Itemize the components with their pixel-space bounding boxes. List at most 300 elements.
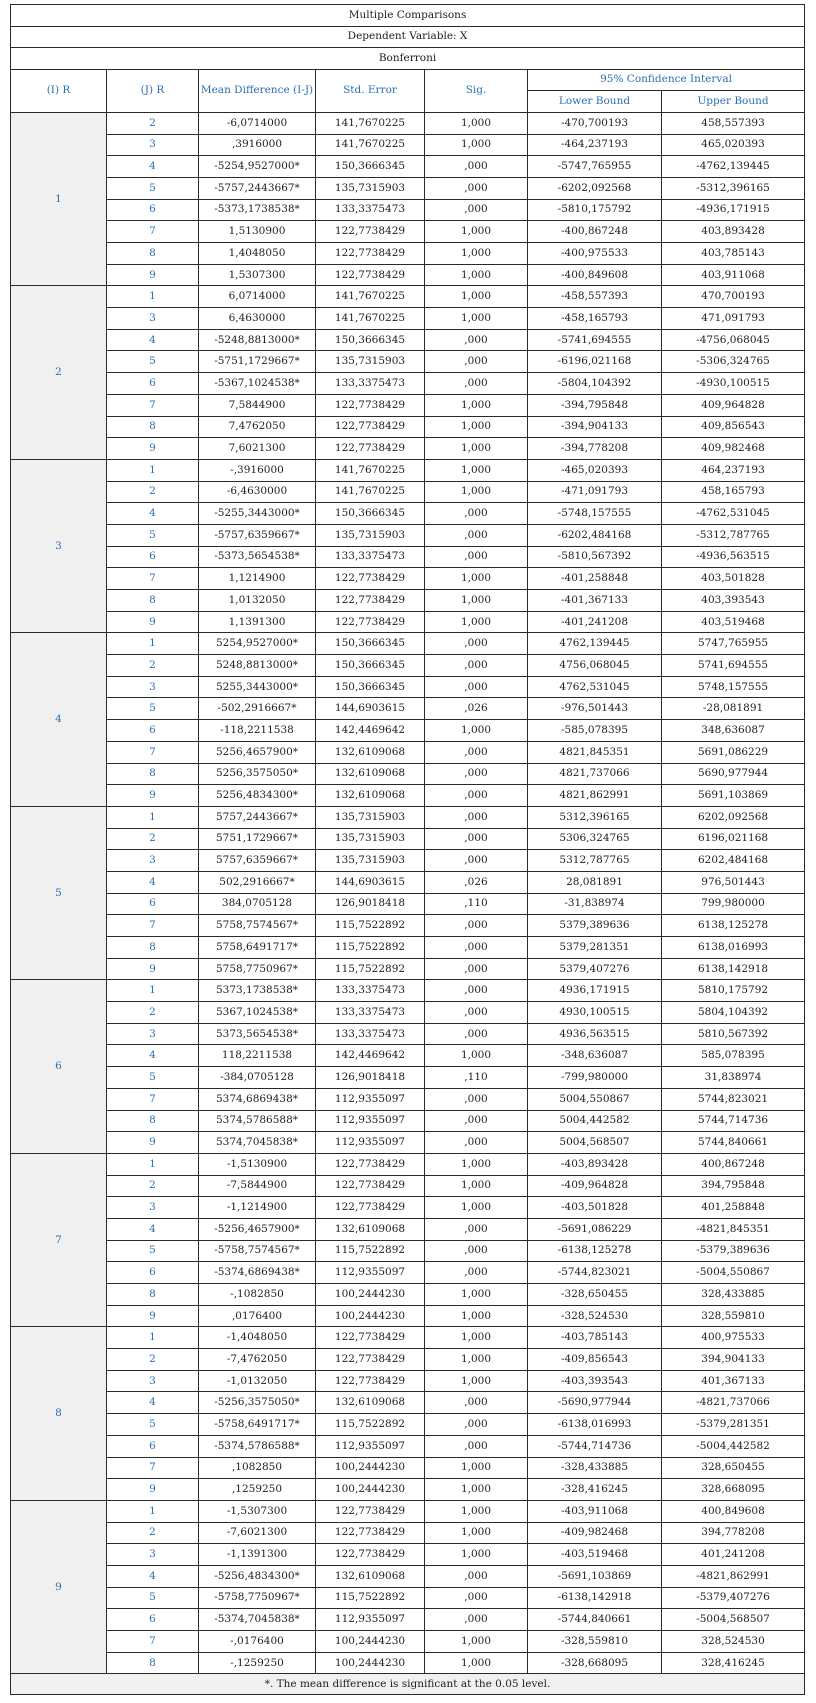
table-row bbox=[11, 373, 805, 395]
mean-difference: 5374,6869438* bbox=[199, 1088, 316, 1110]
table-row bbox=[11, 568, 805, 590]
mean-difference: -1,1391300 bbox=[199, 1544, 316, 1566]
lower-bound: -403,393543 bbox=[528, 1370, 662, 1392]
mean-difference: -,3916000 bbox=[199, 459, 316, 481]
upper-bound: 5747,765955 bbox=[662, 633, 805, 655]
upper-bound: 465,020393 bbox=[662, 134, 805, 156]
sig: 1,000 bbox=[425, 394, 528, 416]
sig: ,000 bbox=[425, 676, 528, 698]
mean-difference: 1,5307300 bbox=[199, 264, 316, 286]
header-mean-difference: Mean Difference (I-J) bbox=[199, 69, 316, 112]
std-error: 132,6109068 bbox=[316, 1218, 425, 1240]
table-row bbox=[11, 763, 805, 785]
table-row bbox=[11, 1414, 805, 1436]
lower-bound: 5004,568507 bbox=[528, 1132, 662, 1154]
lower-bound: -400,867248 bbox=[528, 221, 662, 243]
std-error: 144,6903615 bbox=[316, 871, 425, 893]
mean-difference: -5256,3575050* bbox=[199, 1392, 316, 1414]
table-row bbox=[11, 459, 805, 481]
lower-bound: -328,650455 bbox=[528, 1284, 662, 1306]
sig: ,000 bbox=[425, 373, 528, 395]
table-row bbox=[11, 633, 805, 655]
sig: ,000 bbox=[425, 1435, 528, 1457]
method-label: Bonferroni bbox=[11, 48, 805, 70]
table-row bbox=[11, 655, 805, 677]
j-value: 6 bbox=[107, 893, 199, 915]
table-title: Multiple Comparisons bbox=[11, 5, 805, 27]
j-value: 5 bbox=[107, 1240, 199, 1262]
table-row bbox=[11, 828, 805, 850]
j-value: 3 bbox=[107, 1023, 199, 1045]
table-row bbox=[11, 1609, 805, 1631]
mean-difference: 7,6021300 bbox=[199, 438, 316, 460]
std-error: 112,9355097 bbox=[316, 1088, 425, 1110]
header-lower-bound: Lower Bound bbox=[528, 91, 662, 113]
mean-difference: -5758,6491717* bbox=[199, 1414, 316, 1436]
upper-bound: -4821,737066 bbox=[662, 1392, 805, 1414]
table-row bbox=[11, 308, 805, 330]
lower-bound: 5306,324765 bbox=[528, 828, 662, 850]
lower-bound: -328,668095 bbox=[528, 1652, 662, 1674]
j-value: 5 bbox=[107, 177, 199, 199]
mean-difference: 5758,6491717* bbox=[199, 937, 316, 959]
table-row bbox=[11, 1565, 805, 1587]
table-row bbox=[11, 1088, 805, 1110]
j-value: 2 bbox=[107, 1002, 199, 1024]
std-error: 142,4469642 bbox=[316, 720, 425, 742]
std-error: 132,6109068 bbox=[316, 785, 425, 807]
sig: 1,000 bbox=[425, 1327, 528, 1349]
std-error: 135,7315903 bbox=[316, 177, 425, 199]
upper-bound: 409,856543 bbox=[662, 416, 805, 438]
sig: 1,000 bbox=[425, 134, 528, 156]
std-error: 115,7522892 bbox=[316, 937, 425, 959]
mean-difference: -7,5844900 bbox=[199, 1175, 316, 1197]
table-row bbox=[11, 1132, 805, 1154]
lower-bound: 5379,407276 bbox=[528, 958, 662, 980]
table-row bbox=[11, 1522, 805, 1544]
sig: 1,000 bbox=[425, 1305, 528, 1327]
sig: ,000 bbox=[425, 915, 528, 937]
lower-bound: -5691,103869 bbox=[528, 1565, 662, 1587]
lower-bound: -401,367133 bbox=[528, 590, 662, 612]
lower-bound: -799,980000 bbox=[528, 1067, 662, 1089]
sig: ,000 bbox=[425, 1414, 528, 1436]
table-row bbox=[11, 741, 805, 763]
j-value: 1 bbox=[107, 1500, 199, 1522]
sig: 1,000 bbox=[425, 1175, 528, 1197]
header-upper-bound: Upper Bound bbox=[662, 91, 805, 113]
std-error: 135,7315903 bbox=[316, 850, 425, 872]
table-row bbox=[11, 937, 805, 959]
sig: ,000 bbox=[425, 850, 528, 872]
mean-difference: -5256,4834300* bbox=[199, 1565, 316, 1587]
std-error: 132,6109068 bbox=[316, 1392, 425, 1414]
mean-difference: -5751,1729667* bbox=[199, 351, 316, 373]
table-row bbox=[11, 1631, 805, 1653]
lower-bound: -458,557393 bbox=[528, 286, 662, 308]
j-value: 2 bbox=[107, 1175, 199, 1197]
std-error: 100,2444230 bbox=[316, 1631, 425, 1653]
std-error: 142,4469642 bbox=[316, 1045, 425, 1067]
mean-difference: 5254,9527000* bbox=[199, 633, 316, 655]
upper-bound: -4821,845351 bbox=[662, 1218, 805, 1240]
j-value: 1 bbox=[107, 459, 199, 481]
lower-bound: -6138,016993 bbox=[528, 1414, 662, 1436]
mean-difference: -5254,9527000* bbox=[199, 156, 316, 178]
upper-bound: 401,258848 bbox=[662, 1197, 805, 1219]
std-error: 144,6903615 bbox=[316, 698, 425, 720]
sig: 1,000 bbox=[425, 221, 528, 243]
std-error: 122,7738429 bbox=[316, 1349, 425, 1371]
mean-difference: 384,0705128 bbox=[199, 893, 316, 915]
sig: ,000 bbox=[425, 1609, 528, 1631]
upper-bound: 328,650455 bbox=[662, 1457, 805, 1479]
upper-bound: -4821,862991 bbox=[662, 1565, 805, 1587]
upper-bound: 470,700193 bbox=[662, 286, 805, 308]
sig: ,000 bbox=[425, 503, 528, 525]
table-row bbox=[11, 1045, 805, 1067]
lower-bound: 5312,787765 bbox=[528, 850, 662, 872]
upper-bound: 799,980000 bbox=[662, 893, 805, 915]
lower-bound: -5744,840661 bbox=[528, 1609, 662, 1631]
lower-bound: 5379,281351 bbox=[528, 937, 662, 959]
j-value: 7 bbox=[107, 221, 199, 243]
sig: 1,000 bbox=[425, 1479, 528, 1501]
table-row bbox=[11, 1587, 805, 1609]
sig: ,000 bbox=[425, 763, 528, 785]
lower-bound: -409,982468 bbox=[528, 1522, 662, 1544]
sig: ,000 bbox=[425, 741, 528, 763]
lower-bound: -6138,142918 bbox=[528, 1587, 662, 1609]
sig: ,000 bbox=[425, 1392, 528, 1414]
std-error: 122,7738429 bbox=[316, 1197, 425, 1219]
lower-bound: -6202,484168 bbox=[528, 524, 662, 546]
mean-difference: -1,1214900 bbox=[199, 1197, 316, 1219]
j-value: 9 bbox=[107, 611, 199, 633]
mean-difference: -,0176400 bbox=[199, 1631, 316, 1653]
upper-bound: 409,964828 bbox=[662, 394, 805, 416]
std-error: 112,9355097 bbox=[316, 1262, 425, 1284]
lower-bound: -5741,694555 bbox=[528, 329, 662, 351]
upper-bound: -5312,787765 bbox=[662, 524, 805, 546]
group-i-label: 1 bbox=[11, 112, 107, 286]
group-i-label: 6 bbox=[11, 980, 107, 1154]
sig: ,000 bbox=[425, 980, 528, 1002]
j-value: 7 bbox=[107, 741, 199, 763]
sig: ,000 bbox=[425, 177, 528, 199]
lower-bound: -348,636087 bbox=[528, 1045, 662, 1067]
upper-bound: 403,393543 bbox=[662, 590, 805, 612]
sig: 1,000 bbox=[425, 1045, 528, 1067]
mean-difference: 5256,4834300* bbox=[199, 785, 316, 807]
mean-difference: 5374,7045838* bbox=[199, 1132, 316, 1154]
mean-difference: -118,2211538 bbox=[199, 720, 316, 742]
multiple-comparisons-table bbox=[10, 4, 805, 1695]
table-row bbox=[11, 1327, 805, 1349]
sig: 1,000 bbox=[425, 438, 528, 460]
upper-bound: 5748,157555 bbox=[662, 676, 805, 698]
lower-bound: -403,501828 bbox=[528, 1197, 662, 1219]
upper-bound: 458,557393 bbox=[662, 112, 805, 134]
lower-bound: -403,519468 bbox=[528, 1544, 662, 1566]
table-row bbox=[11, 1305, 805, 1327]
j-value: 3 bbox=[107, 676, 199, 698]
j-value: 2 bbox=[107, 481, 199, 503]
mean-difference: 5751,1729667* bbox=[199, 828, 316, 850]
std-error: 115,7522892 bbox=[316, 915, 425, 937]
upper-bound: 5744,823021 bbox=[662, 1088, 805, 1110]
mean-difference: -,1259250 bbox=[199, 1652, 316, 1674]
mean-difference: 1,4048050 bbox=[199, 243, 316, 265]
table-row bbox=[11, 546, 805, 568]
mean-difference: 5373,5654538* bbox=[199, 1023, 316, 1045]
lower-bound: -471,091793 bbox=[528, 481, 662, 503]
table-row bbox=[11, 980, 805, 1002]
std-error: 100,2444230 bbox=[316, 1284, 425, 1306]
j-value: 6 bbox=[107, 1262, 199, 1284]
lower-bound: 4821,737066 bbox=[528, 763, 662, 785]
lower-bound: -328,416245 bbox=[528, 1479, 662, 1501]
j-value: 3 bbox=[107, 308, 199, 330]
std-error: 126,9018418 bbox=[316, 893, 425, 915]
sig: 1,000 bbox=[425, 568, 528, 590]
sig: 1,000 bbox=[425, 1153, 528, 1175]
std-error: 135,7315903 bbox=[316, 524, 425, 546]
mean-difference: 1,5130900 bbox=[199, 221, 316, 243]
j-value: 9 bbox=[107, 438, 199, 460]
mean-difference: 5256,3575050* bbox=[199, 763, 316, 785]
j-value: 4 bbox=[107, 871, 199, 893]
sig: ,000 bbox=[425, 1132, 528, 1154]
j-value: 2 bbox=[107, 1522, 199, 1544]
table-row bbox=[11, 1023, 805, 1045]
table-row bbox=[11, 1479, 805, 1501]
sig: 1,000 bbox=[425, 481, 528, 503]
lower-bound: -394,795848 bbox=[528, 394, 662, 416]
upper-bound: 403,519468 bbox=[662, 611, 805, 633]
j-value: 7 bbox=[107, 568, 199, 590]
sig: ,000 bbox=[425, 1110, 528, 1132]
lower-bound: 4762,531045 bbox=[528, 676, 662, 698]
upper-bound: 5810,567392 bbox=[662, 1023, 805, 1045]
table-row bbox=[11, 1240, 805, 1262]
j-value: 5 bbox=[107, 1414, 199, 1436]
j-value: 6 bbox=[107, 1609, 199, 1631]
lower-bound: -400,849608 bbox=[528, 264, 662, 286]
lower-bound: -394,904133 bbox=[528, 416, 662, 438]
comparisons-body bbox=[11, 112, 805, 1674]
upper-bound: -4756,068045 bbox=[662, 329, 805, 351]
table-row bbox=[11, 893, 805, 915]
j-value: 3 bbox=[107, 1197, 199, 1219]
sig: ,000 bbox=[425, 806, 528, 828]
mean-difference: -5374,6869438* bbox=[199, 1262, 316, 1284]
upper-bound: 401,241208 bbox=[662, 1544, 805, 1566]
sig: 1,000 bbox=[425, 1631, 528, 1653]
j-value: 7 bbox=[107, 1457, 199, 1479]
lower-bound: -465,020393 bbox=[528, 459, 662, 481]
lower-bound: -328,559810 bbox=[528, 1631, 662, 1653]
header-sig: Sig. bbox=[425, 69, 528, 112]
lower-bound: -5804,104392 bbox=[528, 373, 662, 395]
std-error: 122,7738429 bbox=[316, 1153, 425, 1175]
mean-difference: -7,6021300 bbox=[199, 1522, 316, 1544]
std-error: 122,7738429 bbox=[316, 1327, 425, 1349]
lower-bound: -328,524530 bbox=[528, 1305, 662, 1327]
sig: ,000 bbox=[425, 1262, 528, 1284]
j-value: 4 bbox=[107, 1045, 199, 1067]
table-row bbox=[11, 1197, 805, 1219]
j-value: 8 bbox=[107, 1284, 199, 1306]
mean-difference: -5758,7750967* bbox=[199, 1587, 316, 1609]
mean-difference: 6,4630000 bbox=[199, 308, 316, 330]
std-error: 135,7315903 bbox=[316, 806, 425, 828]
lower-bound: 28,081891 bbox=[528, 871, 662, 893]
dependent-variable: Dependent Variable: X bbox=[11, 26, 805, 48]
mean-difference: -5255,3443000* bbox=[199, 503, 316, 525]
sig: ,000 bbox=[425, 546, 528, 568]
table-row bbox=[11, 915, 805, 937]
sig: 1,000 bbox=[425, 1500, 528, 1522]
table-row bbox=[11, 676, 805, 698]
sig: 1,000 bbox=[425, 1457, 528, 1479]
j-value: 7 bbox=[107, 1631, 199, 1653]
upper-bound: 5744,714736 bbox=[662, 1110, 805, 1132]
std-error: 122,7738429 bbox=[316, 394, 425, 416]
sig: ,110 bbox=[425, 893, 528, 915]
table-row bbox=[11, 958, 805, 980]
mean-difference: 5248,8813000* bbox=[199, 655, 316, 677]
std-error: 112,9355097 bbox=[316, 1132, 425, 1154]
std-error: 133,3375473 bbox=[316, 546, 425, 568]
sig: 1,000 bbox=[425, 1284, 528, 1306]
sig: ,000 bbox=[425, 1565, 528, 1587]
upper-bound: 5741,694555 bbox=[662, 655, 805, 677]
upper-bound: 401,367133 bbox=[662, 1370, 805, 1392]
lower-bound: 4756,068045 bbox=[528, 655, 662, 677]
std-error: 122,7738429 bbox=[316, 1522, 425, 1544]
std-error: 122,7738429 bbox=[316, 1370, 425, 1392]
lower-bound: -401,258848 bbox=[528, 568, 662, 590]
std-error: 150,3666345 bbox=[316, 156, 425, 178]
j-value: 8 bbox=[107, 243, 199, 265]
header-std-error: Std. Error bbox=[316, 69, 425, 112]
upper-bound: -5379,407276 bbox=[662, 1587, 805, 1609]
j-value: 6 bbox=[107, 720, 199, 742]
group-i-label: 9 bbox=[11, 1500, 107, 1674]
mean-difference: -5248,8813000* bbox=[199, 329, 316, 351]
j-value: 3 bbox=[107, 850, 199, 872]
upper-bound: 976,501443 bbox=[662, 871, 805, 893]
j-value: 6 bbox=[107, 546, 199, 568]
std-error: 133,3375473 bbox=[316, 199, 425, 221]
table-row bbox=[11, 351, 805, 373]
table-row bbox=[11, 1110, 805, 1132]
mean-difference: 1,1391300 bbox=[199, 611, 316, 633]
std-error: 133,3375473 bbox=[316, 1002, 425, 1024]
table-row bbox=[11, 243, 805, 265]
table-row bbox=[11, 503, 805, 525]
table-row bbox=[11, 177, 805, 199]
upper-bound: -5379,281351 bbox=[662, 1414, 805, 1436]
upper-bound: 6138,142918 bbox=[662, 958, 805, 980]
lower-bound: -470,700193 bbox=[528, 112, 662, 134]
upper-bound: 394,778208 bbox=[662, 1522, 805, 1544]
table-row bbox=[11, 112, 805, 134]
sig: ,000 bbox=[425, 655, 528, 677]
sig: ,000 bbox=[425, 1023, 528, 1045]
j-value: 2 bbox=[107, 1349, 199, 1371]
lower-bound: -585,078395 bbox=[528, 720, 662, 742]
table-row bbox=[11, 1284, 805, 1306]
upper-bound: 6138,016993 bbox=[662, 937, 805, 959]
std-error: 112,9355097 bbox=[316, 1435, 425, 1457]
j-value: 9 bbox=[107, 1305, 199, 1327]
upper-bound: -5306,324765 bbox=[662, 351, 805, 373]
upper-bound: 328,559810 bbox=[662, 1305, 805, 1327]
std-error: 133,3375473 bbox=[316, 980, 425, 1002]
std-error: 150,3666345 bbox=[316, 676, 425, 698]
upper-bound: -5312,396165 bbox=[662, 177, 805, 199]
lower-bound: -401,241208 bbox=[528, 611, 662, 633]
mean-difference: -5758,7574567* bbox=[199, 1240, 316, 1262]
j-value: 5 bbox=[107, 1067, 199, 1089]
std-error: 122,7738429 bbox=[316, 590, 425, 612]
table-row bbox=[11, 199, 805, 221]
sig: ,000 bbox=[425, 828, 528, 850]
mean-difference: -1,5307300 bbox=[199, 1500, 316, 1522]
group-i-label: 4 bbox=[11, 633, 107, 807]
upper-bound: 458,165793 bbox=[662, 481, 805, 503]
lower-bound: -409,964828 bbox=[528, 1175, 662, 1197]
mean-difference: 7,4762050 bbox=[199, 416, 316, 438]
sig: ,000 bbox=[425, 633, 528, 655]
upper-bound: 403,893428 bbox=[662, 221, 805, 243]
std-error: 122,7738429 bbox=[316, 568, 425, 590]
upper-bound: 464,237193 bbox=[662, 459, 805, 481]
j-value: 1 bbox=[107, 633, 199, 655]
mean-difference: 1,1214900 bbox=[199, 568, 316, 590]
table-row bbox=[11, 134, 805, 156]
table-row bbox=[11, 1175, 805, 1197]
sig: 1,000 bbox=[425, 264, 528, 286]
sig: ,000 bbox=[425, 1240, 528, 1262]
mean-difference: -5373,5654538* bbox=[199, 546, 316, 568]
lower-bound: -5748,157555 bbox=[528, 503, 662, 525]
upper-bound: 409,982468 bbox=[662, 438, 805, 460]
std-error: 100,2444230 bbox=[316, 1652, 425, 1674]
j-value: 8 bbox=[107, 590, 199, 612]
j-value: 6 bbox=[107, 1435, 199, 1457]
upper-bound: 328,416245 bbox=[662, 1652, 805, 1674]
sig: 1,000 bbox=[425, 112, 528, 134]
j-value: 2 bbox=[107, 828, 199, 850]
table-row bbox=[11, 1544, 805, 1566]
lower-bound: 4821,845351 bbox=[528, 741, 662, 763]
upper-bound: 394,795848 bbox=[662, 1175, 805, 1197]
mean-difference: -5367,1024538* bbox=[199, 373, 316, 395]
std-error: 133,3375473 bbox=[316, 373, 425, 395]
std-error: 115,7522892 bbox=[316, 1587, 425, 1609]
mean-difference: 5255,3443000* bbox=[199, 676, 316, 698]
std-error: 135,7315903 bbox=[316, 828, 425, 850]
table-row bbox=[11, 806, 805, 828]
sig: ,000 bbox=[425, 958, 528, 980]
std-error: 122,7738429 bbox=[316, 1175, 425, 1197]
std-error: 150,3666345 bbox=[316, 503, 425, 525]
j-value: 1 bbox=[107, 286, 199, 308]
